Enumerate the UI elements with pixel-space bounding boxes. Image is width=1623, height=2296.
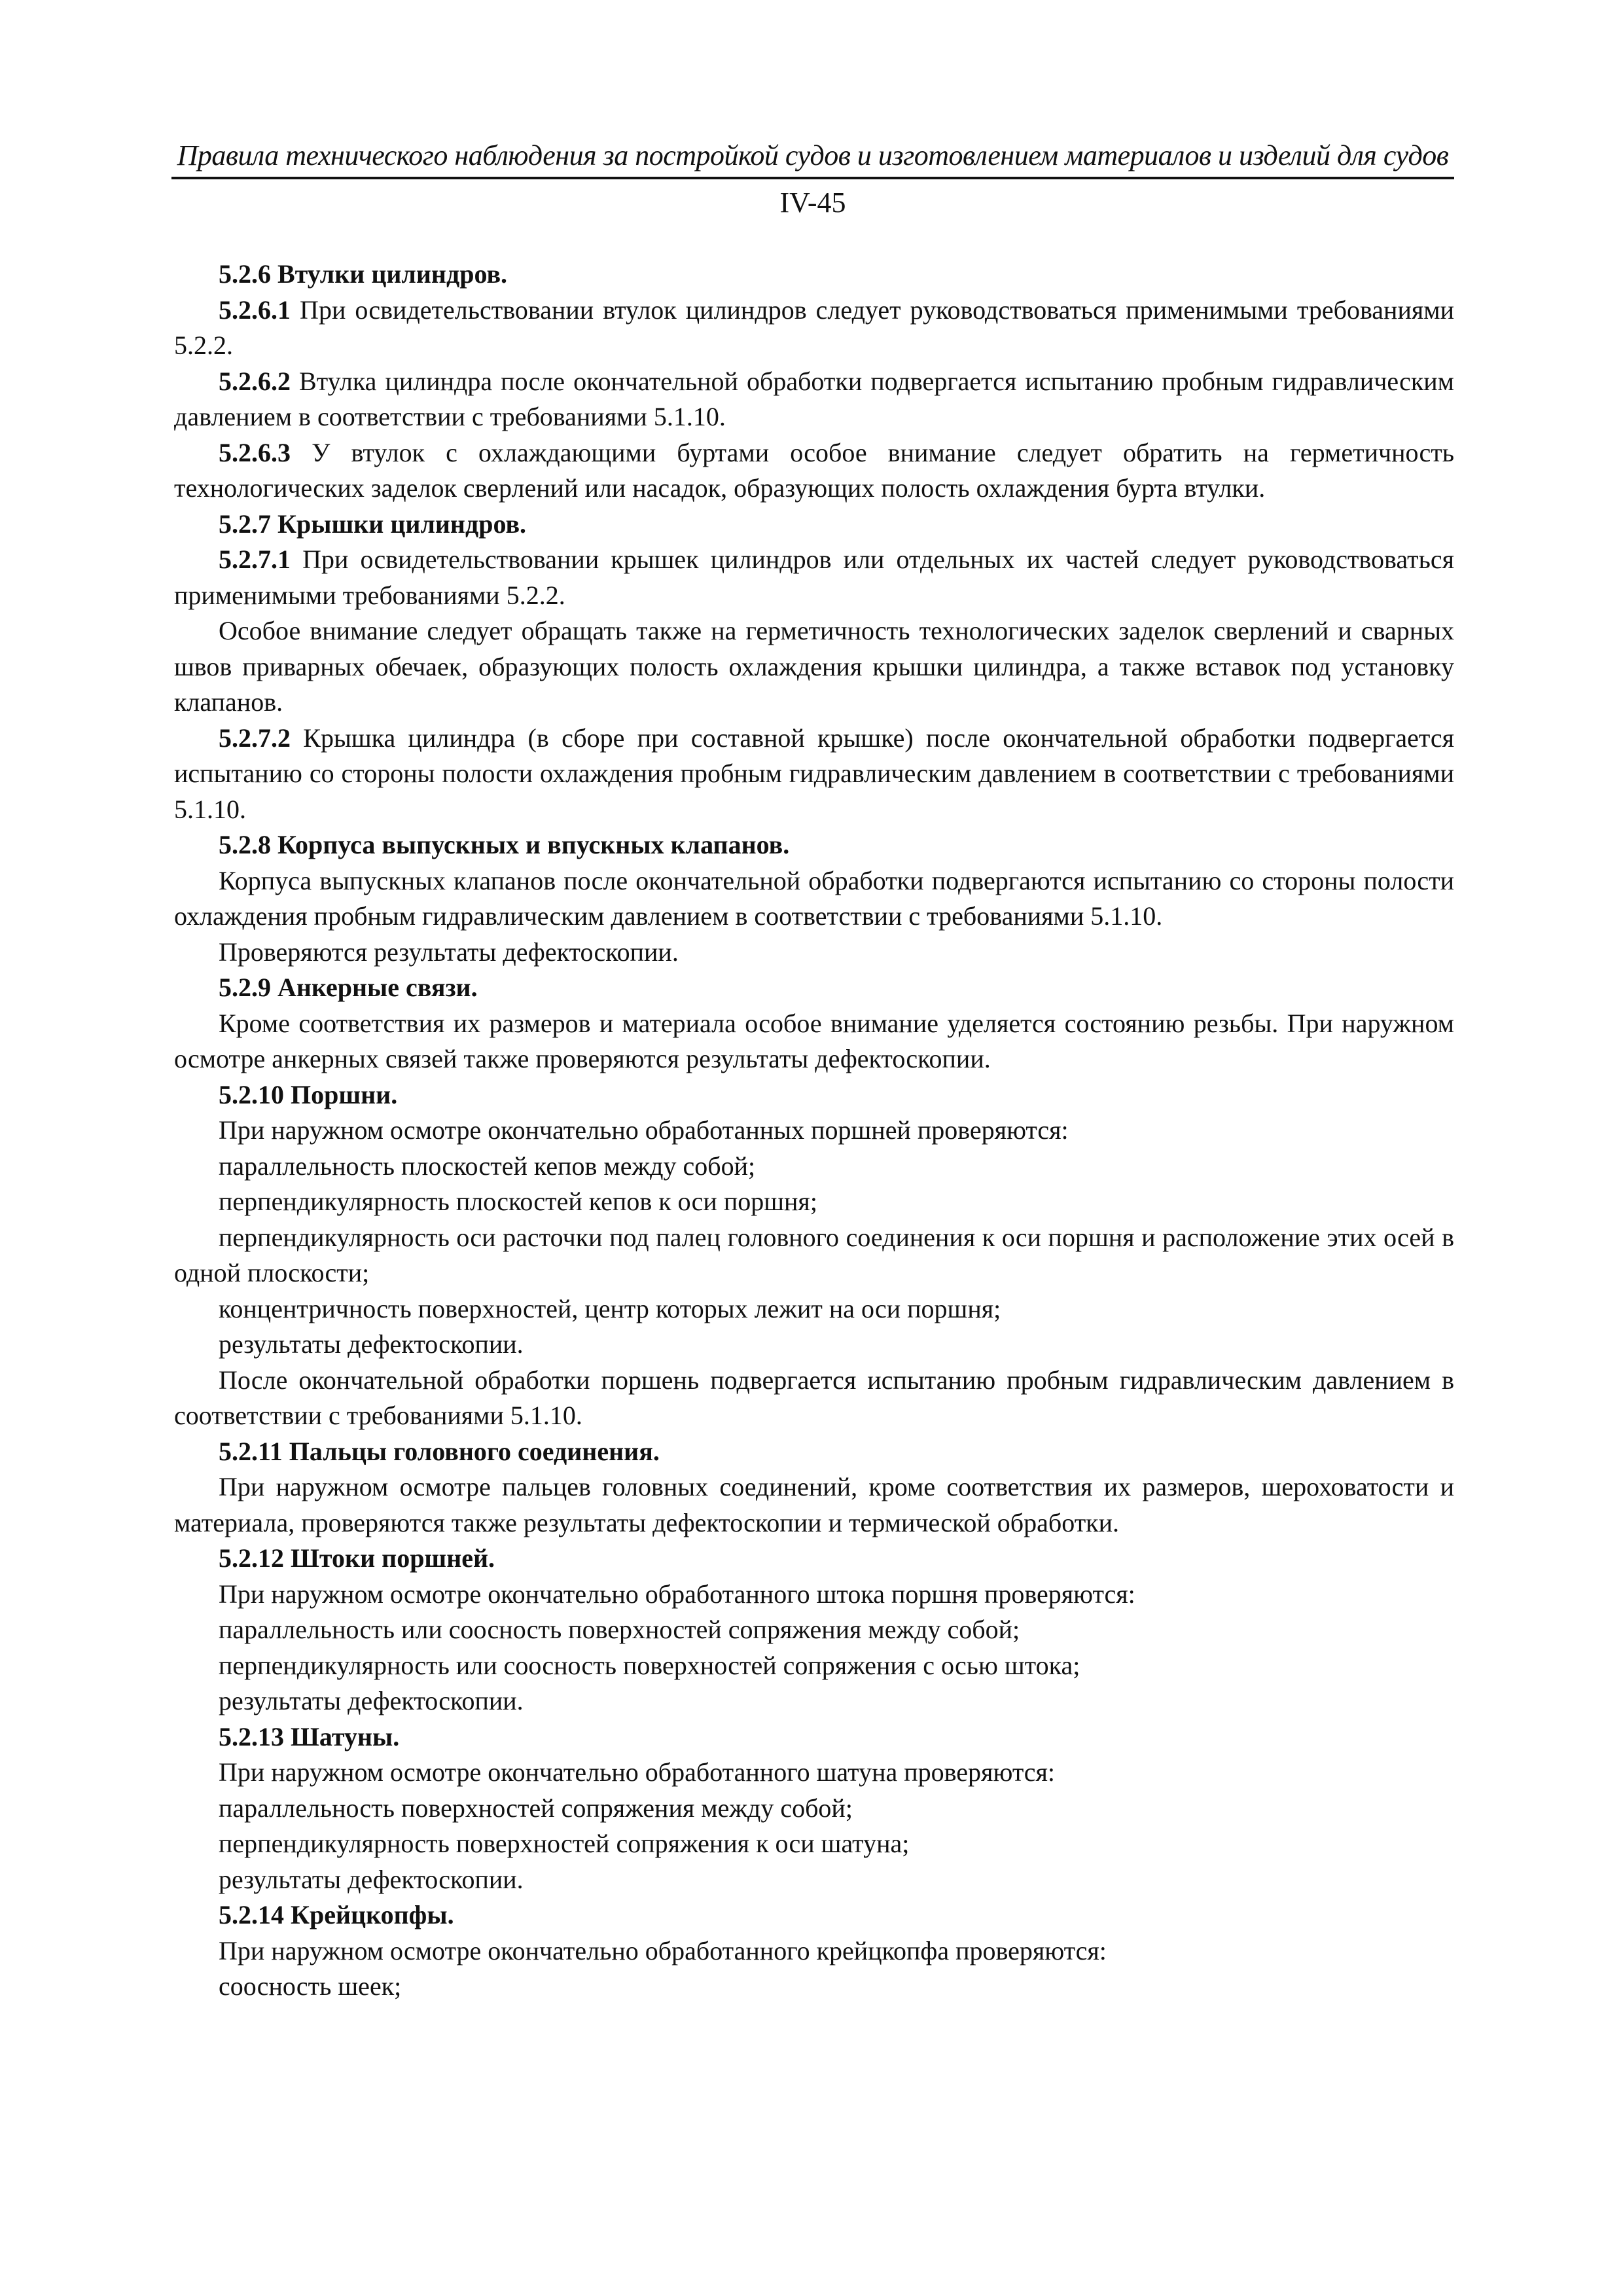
clause-number: 5.2.7.1 [219,545,291,574]
paragraph: После окончательной обработки поршень подвергается испытанию пробным гидравлическим давлением в соответствии с требованиями 5.1.10. [174,1365,1454,1430]
list-item: результаты дефектоскопии. [219,1686,524,1715]
paragraph: Особое внимание следует обращать также на герметичность технологических заделок сверлений и сварных швов приварных обечаек, образующих полость охлаждения крышки цилиндра, а также вставок под установку клапанов. [174,616,1454,717]
section-heading: 5.2.10 Поршни. [219,1079,398,1109]
paragraph: Проверяются результаты дефектоскопии. [219,937,679,967]
list-item: параллельность поверхностей сопряжения между собой; [219,1793,853,1823]
section-heading: 5.2.12 Штоки поршней. [219,1543,495,1573]
clause-text: Крышка цилиндра (в сборе при составной крышке) после окончательной обработки подвергается испытанию со стороны полости охлаждения пробным гидравлическим давлением в соответствии с требованиями 5.1.10. [174,723,1454,824]
paragraph: Корпуса выпускных клапанов после окончательной обработки подвергаются испытанию со стороны полости охлаждения пробным гидравлическим давлением в соответствии с требованиями 5.1.10. [174,865,1454,931]
header-divider [171,177,1454,179]
clause-text: У втулок с охлаждающими буртами особое внимание следует обратить на герметичность технологических заделок сверлений или насадок, образующих полость охлаждения бурта втулки. [174,437,1454,503]
paragraph [174,721,1454,828]
list-item: параллельность или соосность поверхностей сопряжения между собой; [219,1615,1020,1644]
clause-number: 5.2.6.2 [219,366,291,396]
list-item: результаты дефектоскопии. [219,1329,524,1359]
document-body [174,257,1454,2005]
list-item: результаты дефектоскопии. [219,1864,524,1894]
paragraph [174,364,1454,435]
list-item: соосность шеек; [219,1971,402,2001]
paragraph [174,542,1454,613]
page-number: IV-45 [779,187,846,219]
section-heading: 5.2.9 Анкерные связи. [219,973,478,1002]
running-header: Правила технического наблюдения за постройкой судов и изготовлением материалов и изделий для судов [177,139,1449,171]
list-item: концентричность поверхностей, центр которых лежит на оси поршня; [219,1293,1001,1323]
clause-number: 5.2.7.2 [219,723,291,753]
paragraph: При наружном осмотре окончательно обработанного штока поршня проверяются: [219,1579,1135,1609]
section-heading: 5.2.14 Крейцкопфы. [219,1900,454,1929]
section-heading: 5.2.13 Шатуны. [219,1721,400,1751]
section-heading: 5.2.11 Пальцы головного соединения. [219,1436,660,1466]
paragraph: При наружном осмотре окончательно обработанного шатуна проверяются: [219,1757,1056,1787]
clause-number: 5.2.6.1 [219,295,291,325]
section-heading: 5.2.8 Корпуса выпускных и впускных клапанов. [219,830,790,859]
paragraph [174,293,1454,364]
list-item: перпендикулярность поверхностей сопряжения к оси шатуна; [219,1829,910,1858]
section-heading: 5.2.6 Втулки цилиндров. [219,259,508,289]
paragraph [174,435,1454,507]
list-item: перпендикулярность плоскостей кепов к оси поршня; [219,1187,817,1216]
section-heading: 5.2.7 Крышки цилиндров. [219,509,527,539]
list-item: перпендикулярность оси расточки под палец головного соединения к оси поршня и расположение этих осей в одной плоскости; [174,1222,1454,1287]
clause-text: При освидетельствовании крышек цилиндров или отдельных их частей следует руководствоваться применимыми требованиями 5.2.2. [174,545,1454,610]
paragraph: При наружном осмотре окончательно обработанного крейцкопфа проверяются: [219,1935,1107,1965]
paragraph: При наружном осмотре пальцев головных соединений, кроме соответствия их размеров, шероховатости и материала, проверяются также результаты дефектоскопии и термической обработки. [174,1472,1454,1537]
paragraph: При наружном осмотре окончательно обработанных поршней проверяются: [219,1115,1069,1145]
paragraph: Кроме соответствия их размеров и материала особое внимание уделяется состоянию резьбы. При наружном осмотре анкерных связей также проверяются результаты дефектоскопии. [174,1008,1454,1073]
clause-number: 5.2.6.3 [219,437,291,467]
clause-text: При освидетельствовании втулок цилиндров следует руководствоваться применимыми требованиями 5.2.2. [174,295,1454,360]
list-item: перпендикулярность или соосность поверхностей сопряжения с осью штока; [219,1650,1080,1680]
clause-text: Втулка цилиндра после окончательной обработки подвергается испытанию пробным гидравлическим давлением в соответствии с требованиями 5.1.10. [174,366,1454,431]
list-item: параллельность плоскостей кепов между собой; [219,1151,756,1181]
